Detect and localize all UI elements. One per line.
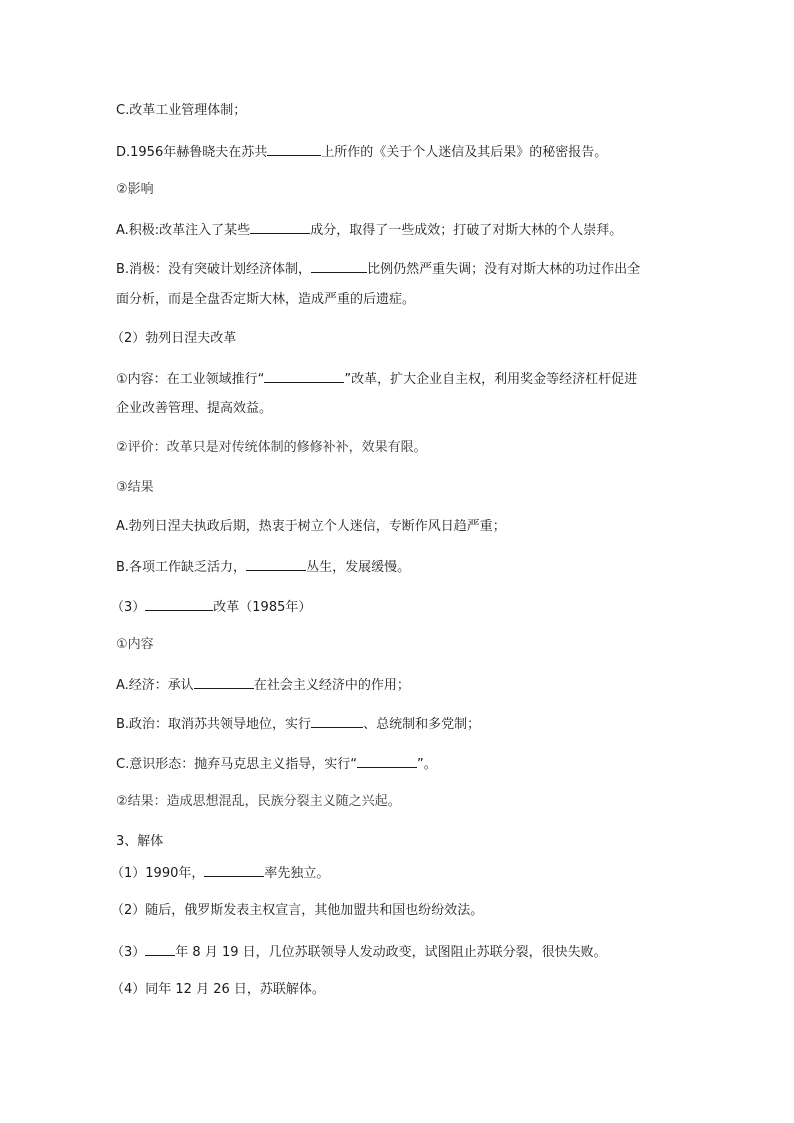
text-line [116, 753, 437, 775]
line-text: 在社会主义经济中的作用； [253, 678, 410, 693]
text-line [116, 290, 415, 310]
line-text: D.1956年赫鲁晓夫在苏共 [116, 145, 268, 160]
text-line [116, 478, 154, 498]
line-text: （2）勃列日涅夫改革 [111, 331, 237, 346]
line-text: 率先独立。 [264, 866, 330, 881]
line-text: 3、解体 [116, 834, 164, 849]
section-heading [116, 832, 163, 852]
text-line [116, 635, 154, 655]
text-line [116, 219, 622, 241]
fill-in-blank[interactable] [194, 674, 254, 689]
text-line [116, 368, 637, 390]
line-text: ①内容：在工业领域推行“ [116, 372, 265, 387]
line-text: 企业改善管理、提高效益。 [116, 401, 273, 416]
fill-in-blank[interactable] [264, 368, 344, 383]
line-text: B.消极：没有突破计划经济体制， [116, 262, 312, 277]
text-line [116, 713, 480, 735]
line-text: （3） [111, 600, 146, 615]
section-heading [111, 596, 311, 618]
line-text: ②影响 [116, 182, 154, 197]
text-line [116, 258, 640, 280]
line-text: 年 8 月 19 日，几位苏联领导人发动政变，试图阻止苏联分裂，很快失败。 [175, 945, 607, 960]
fill-in-blank[interactable] [357, 753, 417, 768]
text-line [116, 399, 272, 419]
line-text: A.勃列日涅夫执政后期，热衷于树立个人迷信，专断作风日趋严重； [116, 519, 506, 534]
line-text: ”改革，扩大企业自主权，利用奖金等经济杠杆促进 [344, 372, 638, 387]
text-line [116, 556, 410, 578]
line-text: ②结果：造成思想混乱，民族分裂主义随之兴起。 [116, 794, 401, 809]
line-text: B.政治：取消苏共领导地位，实行 [116, 717, 312, 732]
text-line [111, 980, 325, 1000]
fill-in-blank[interactable] [246, 556, 306, 571]
text-line [116, 674, 410, 696]
line-text: （1）1990年， [111, 866, 205, 881]
line-text: 丛生，发展缓慢。 [306, 560, 411, 575]
fill-in-blank[interactable] [145, 941, 175, 956]
line-text: ①内容 [116, 637, 154, 652]
line-text: 上所作的《关于个人迷信及其后果》的秘密报告。 [321, 145, 608, 160]
fill-in-blank[interactable] [145, 596, 213, 611]
line-text: B.各项工作缺乏活力， [116, 560, 247, 575]
text-line [116, 180, 154, 200]
line-text: （2）随后，俄罗斯发表主权宣言，其他加盟共和国也纷纷效法。 [111, 903, 484, 918]
line-text: 面分析，而是全盘否定斯大林，造成严重的后遗症。 [116, 292, 416, 307]
line-text: C.意识形态：抛弃马克思主义指导，实行“ [116, 757, 357, 772]
text-line [116, 141, 607, 163]
text-line [116, 792, 401, 812]
text-line [116, 101, 246, 121]
line-text: （3） [111, 945, 146, 960]
fill-in-blank[interactable] [204, 862, 264, 877]
text-line [111, 901, 483, 921]
line-text: A.积极:改革注入了某些 [116, 223, 251, 238]
line-text: 、总统制和多党制； [363, 717, 481, 732]
fill-in-blank[interactable] [267, 141, 321, 156]
text-line [111, 862, 329, 884]
section-heading [111, 329, 236, 349]
line-text: ”。 [416, 757, 437, 772]
line-text: 成分，取得了一些成效；打破了对斯大林的个人崇拜。 [310, 223, 623, 238]
line-text: 比例仍然严重失调；没有对斯大林的功过作出全 [367, 262, 641, 277]
text-line [116, 517, 506, 537]
line-text: ③结果 [116, 480, 154, 495]
line-text: C.改革工业管理体制； [116, 103, 247, 118]
line-text: A.经济：承认 [116, 678, 194, 693]
fill-in-blank[interactable] [250, 219, 310, 234]
text-line [116, 438, 427, 458]
text-line [111, 941, 607, 963]
fill-in-blank[interactable] [311, 713, 363, 728]
line-text: 改革（1985年） [213, 600, 312, 615]
line-text: ②评价：改革只是对传统体制的修修补补，效果有限。 [116, 440, 427, 455]
line-text: （4）同年 12 月 26 日，苏联解体。 [111, 982, 325, 997]
fill-in-blank[interactable] [311, 258, 367, 273]
